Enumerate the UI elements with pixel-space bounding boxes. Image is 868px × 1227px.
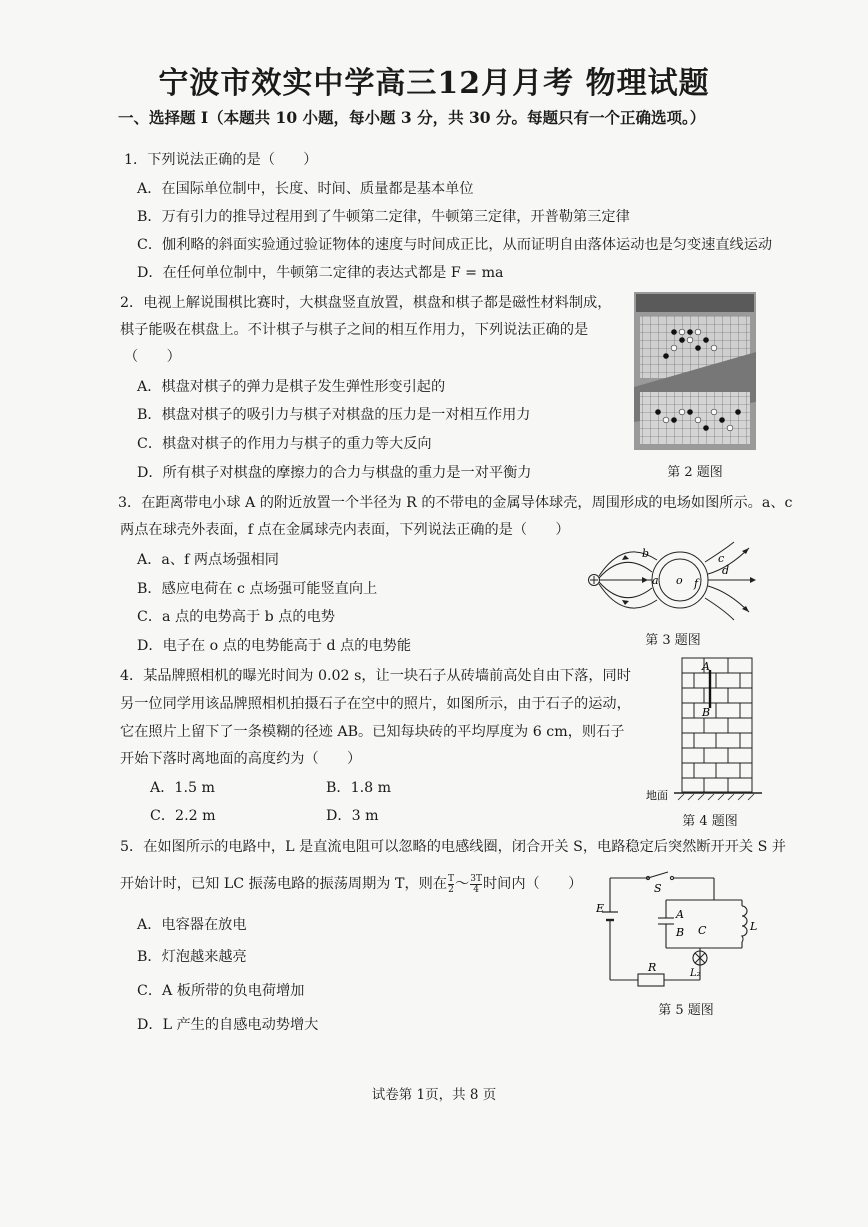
brick-wall-diagram bbox=[644, 656, 764, 804]
q2-option-b: B．棋盘对棋子的吸引力与棋子对棋盘的压力是一对相互作用力 bbox=[137, 407, 531, 423]
q4-stem-line2: 另一位同学用该品牌照相机拍摄石子在空中的照片，如图所示，由于石子的运动， bbox=[120, 696, 631, 712]
q4-option-b: B．1.8 m bbox=[326, 780, 392, 796]
q5-figure-caption: 第 5 题图 bbox=[658, 1003, 714, 1018]
q2-option-c: C．棋盘对棋子的作用力与棋子的重力等大反向 bbox=[137, 436, 432, 452]
q5-stem-line2 bbox=[120, 870, 582, 899]
q5-tilde: ～ bbox=[455, 876, 470, 892]
q3-option-a: A．a、f 两点场强相同 bbox=[137, 552, 279, 568]
electric-field-diagram bbox=[584, 540, 764, 634]
q1-option-a: A．在国际单位制中，长度、时间、质量都是基本单位 bbox=[137, 181, 474, 197]
q5-stem-line1: 5．在如图所示的电路中，L 是直流电阻可以忽略的电感线圈，闭合开关 S，电路稳定后突然断开开关 S 并 bbox=[120, 839, 786, 855]
q2-figure-caption: 第 2 题图 bbox=[667, 465, 723, 480]
label-plate-a: A bbox=[676, 908, 684, 921]
page-footer: 试卷第 1页，共 8 页 bbox=[371, 1087, 497, 1103]
label-b: b bbox=[642, 547, 650, 560]
ground-label: 地面 bbox=[646, 789, 668, 802]
fraction-denominator: 4 bbox=[473, 884, 479, 895]
q2-stem-line1: 2．电视上解说围棋比赛时，大棋盘竖直放置，棋盘和棋子都是磁性材料制成， bbox=[120, 295, 612, 311]
q4-stem-line1: 4．某品牌照相机的曝光时间为 0.02 s，让一块石子从砖墙前高处自由下落，同时 bbox=[120, 668, 631, 684]
q2-option-d: D．所有棋子对棋盘的摩擦力的合力与棋盘的重力是一对平衡力 bbox=[137, 465, 532, 481]
label-a: A bbox=[702, 660, 710, 673]
q2-stem-line2: 棋子能吸在棋盘上。不计棋子与棋子之间的相互作用力，下列说法正确的是 bbox=[120, 322, 589, 338]
section-heading: 一、选择题 Ⅰ（本题共 10 小题，每小题 3 分，共 30 分。每题只有一个正确选项。） bbox=[118, 108, 706, 127]
q4-option-c: C．2.2 m bbox=[150, 808, 216, 824]
fraction-3t-over-4 bbox=[470, 874, 482, 895]
label-c: c bbox=[718, 552, 725, 565]
q1-option-b: B．万有引力的推导过程用到了牛顿第二定律，牛顿第三定律，开普勒第三定律 bbox=[137, 209, 630, 225]
q3-option-d: D．电子在 o 点的电势能高于 d 点的电势能 bbox=[137, 638, 412, 654]
q3-option-b: B．感应电荷在 c 点场强可能竖直向上 bbox=[137, 581, 378, 597]
q4-option-d: D．3 m bbox=[326, 808, 379, 824]
go-board-photo bbox=[634, 292, 756, 450]
label-f: f bbox=[694, 577, 699, 590]
q1-stem: 1．下列说法正确的是（ ） bbox=[124, 152, 318, 168]
label-s: S bbox=[654, 882, 662, 895]
label-l: L bbox=[750, 920, 758, 933]
q1-option-d: D．在任何单位制中，牛顿第二定律的表达式都是 F = ma bbox=[137, 265, 504, 281]
fraction-t-over-2 bbox=[448, 874, 454, 895]
label-r: R bbox=[648, 961, 657, 974]
q4-figure-caption: 第 4 题图 bbox=[682, 814, 738, 829]
q3-stem-line2: 两点在球壳外表面，f 点在金属球壳内表面，下列说法正确的是（ ） bbox=[120, 522, 570, 538]
label-c: C bbox=[698, 924, 707, 937]
q5-option-d: D．L 产生的自感电动势增大 bbox=[137, 1017, 319, 1033]
q5-option-a: A．电容器在放电 bbox=[137, 917, 247, 933]
q5-option-b: B．灯泡越来越亮 bbox=[137, 949, 247, 965]
q5-stem-text-a: 开始计时，已知 LC 振荡电路的振荡周期为 T，则在 bbox=[120, 876, 448, 892]
page-title: 宁波市效实中学高三12月月考 物理试题 bbox=[158, 66, 710, 101]
q2-option-a: A．棋盘对棋子的弹力是棋子发生弹性形变引起的 bbox=[137, 379, 446, 395]
label-plate-b: B bbox=[676, 926, 685, 939]
q3-option-c: C．a 点的电势高于 b 点的电势 bbox=[137, 609, 335, 625]
q1-option-c: C．伽利略的斜面实验通过验证物体的速度与时间成正比，从而证明自由落体运动也是匀变速直线运动 bbox=[137, 237, 773, 253]
q3-stem-line1: 3．在距离带电小球 A 的附近放置一个半径为 R 的不带电的金属导体球壳，周围形成的电场如图所示。a、c bbox=[118, 495, 793, 511]
fraction-denominator: 2 bbox=[448, 884, 454, 895]
q5-stem-text-b: 时间内（ ） bbox=[482, 876, 583, 892]
label-b: B bbox=[702, 706, 711, 719]
fraction-numerator: 3T bbox=[470, 873, 482, 884]
lc-circuit-diagram bbox=[596, 868, 768, 992]
label-a: a bbox=[652, 574, 659, 587]
q4-option-a: A．1.5 m bbox=[150, 780, 215, 796]
label-e: E bbox=[596, 902, 605, 915]
label-o: o bbox=[676, 574, 683, 587]
q3-figure-caption: 第 3 题图 bbox=[645, 633, 701, 648]
q4-stem-line3: 它在照片上留下了一条模糊的径迹 AB。已知每块砖的平均厚度为 6 cm，则石子 bbox=[120, 724, 625, 740]
q4-stem-line4: 开始下落时离地面的高度约为（ ） bbox=[120, 751, 362, 767]
fraction-numerator: T bbox=[448, 873, 455, 884]
q5-option-c: C．A 板所带的负电荷增加 bbox=[137, 983, 305, 999]
label-l2: L₂ bbox=[690, 968, 701, 979]
q2-stem-line3: （ ） bbox=[124, 349, 181, 365]
label-d: d bbox=[722, 564, 730, 577]
